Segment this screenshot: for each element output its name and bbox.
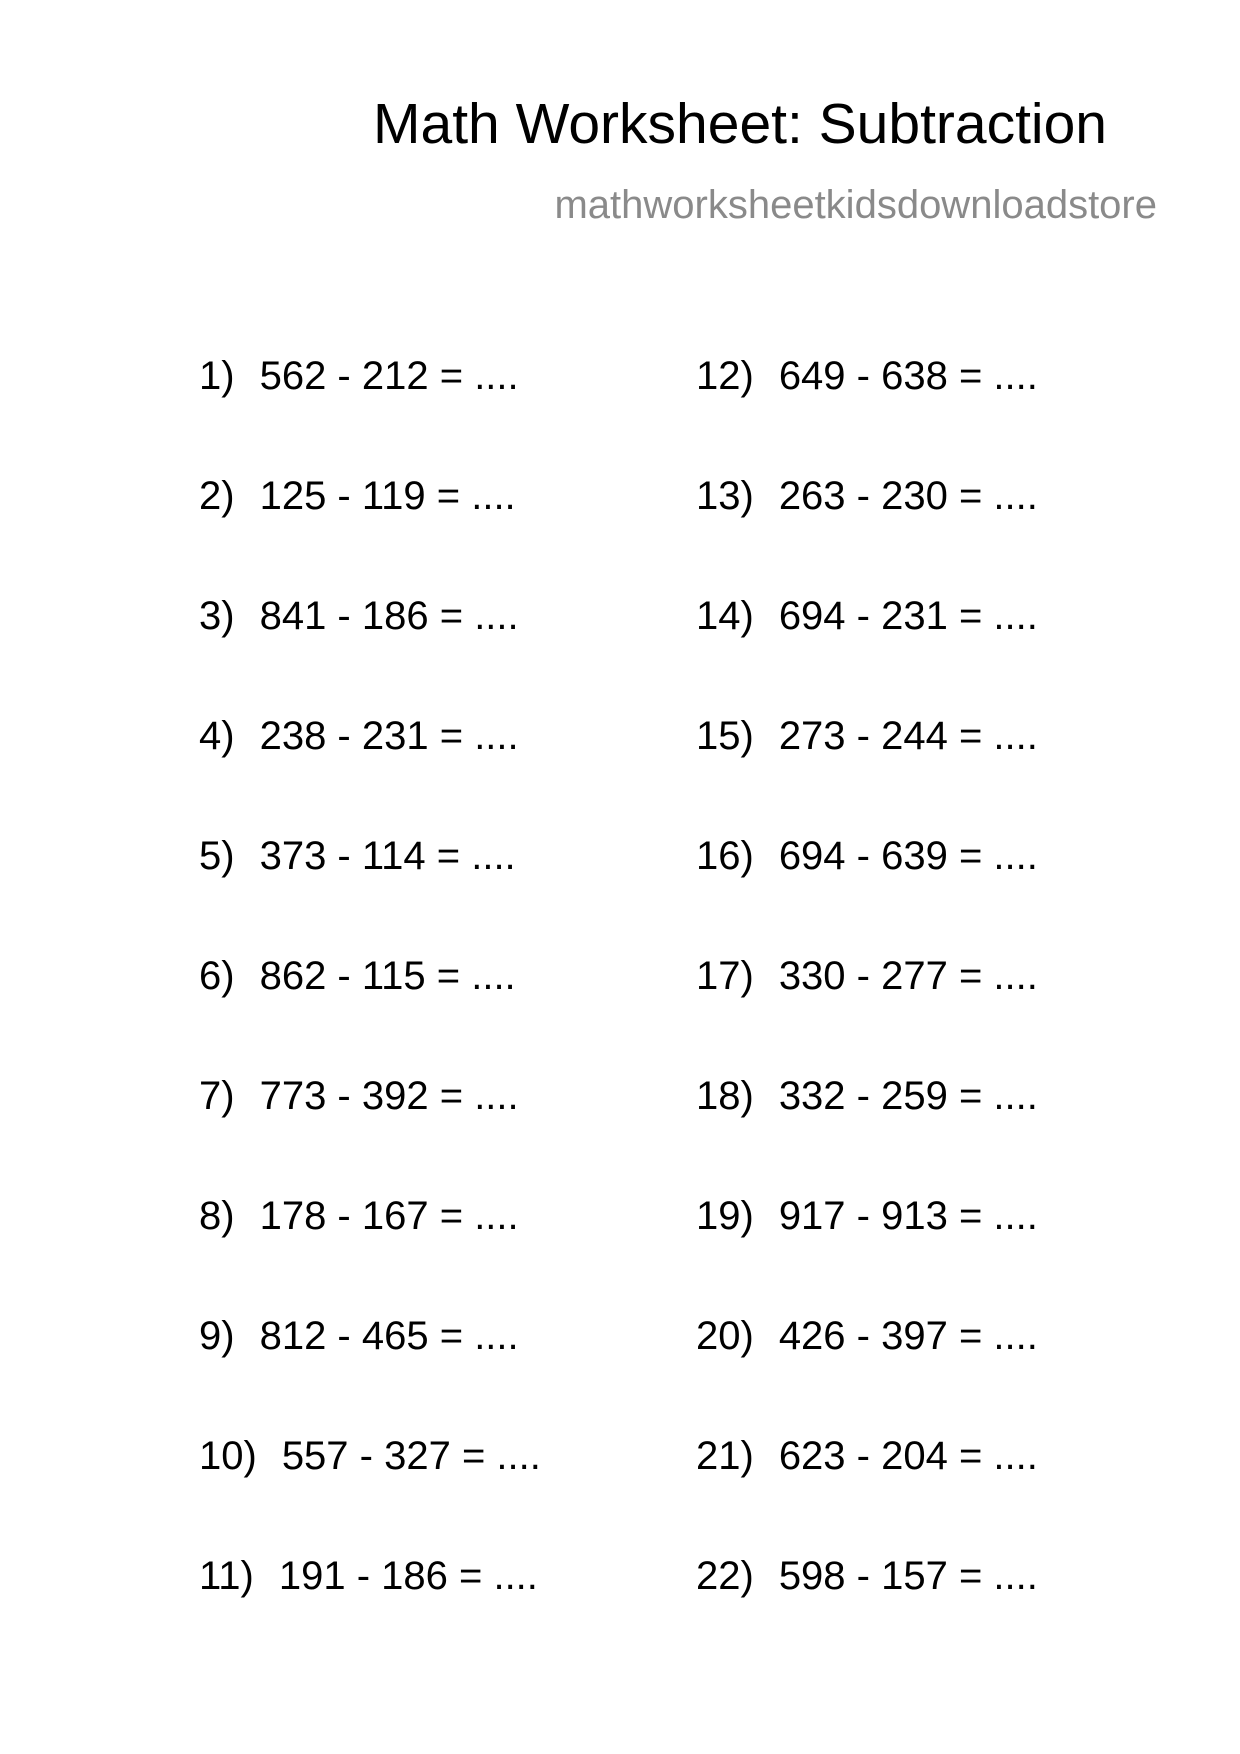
problem-number: 14) bbox=[696, 594, 754, 638]
problem-number: 10) bbox=[199, 1434, 257, 1478]
problem-expression: 623 - 204 = .... bbox=[778, 1434, 1038, 1478]
problem-expression: 373 - 114 = .... bbox=[259, 834, 516, 878]
problem-expression: 694 - 639 = .... bbox=[778, 834, 1038, 878]
problem-expression: 917 - 913 = .... bbox=[778, 1194, 1038, 1238]
problem-item bbox=[696, 1432, 1038, 1552]
problem-expression: 598 - 157 = .... bbox=[778, 1554, 1038, 1598]
problem-item bbox=[696, 712, 1038, 832]
problem-expression: 562 - 212 = .... bbox=[259, 354, 519, 398]
problem-item bbox=[199, 712, 541, 832]
problem-number: 12) bbox=[696, 354, 754, 398]
problem-number: 7) bbox=[199, 1074, 235, 1118]
problem-number: 17) bbox=[696, 954, 754, 998]
problem-number: 8) bbox=[199, 1194, 235, 1238]
problem-item bbox=[199, 1312, 541, 1432]
problem-item bbox=[696, 472, 1038, 592]
problem-expression: 238 - 231 = .... bbox=[259, 714, 519, 758]
problem-item bbox=[696, 832, 1038, 952]
problem-expression: 694 - 231 = .... bbox=[778, 594, 1038, 638]
problem-expression: 191 - 186 = .... bbox=[278, 1554, 538, 1598]
problem-number: 11) bbox=[199, 1554, 254, 1598]
problem-item bbox=[199, 952, 541, 1072]
problem-number: 20) bbox=[696, 1314, 754, 1358]
problem-expression: 178 - 167 = .... bbox=[259, 1194, 519, 1238]
problem-number: 3) bbox=[199, 594, 235, 638]
problem-number: 21) bbox=[696, 1434, 754, 1478]
worksheet-source: mathworksheetkidsdownloadstore bbox=[554, 183, 1157, 227]
problem-number: 6) bbox=[199, 954, 235, 998]
problem-expression: 330 - 277 = .... bbox=[778, 954, 1038, 998]
problem-number: 16) bbox=[696, 834, 754, 878]
problem-number: 13) bbox=[696, 474, 754, 518]
problem-number: 22) bbox=[696, 1554, 754, 1598]
problem-item bbox=[696, 952, 1038, 1072]
problem-number: 15) bbox=[696, 714, 754, 758]
problem-expression: 125 - 119 = .... bbox=[259, 474, 516, 518]
problem-expression: 557 - 327 = .... bbox=[281, 1434, 541, 1478]
problem-number: 18) bbox=[696, 1074, 754, 1118]
problem-item bbox=[199, 1192, 541, 1312]
problem-expression: 841 - 186 = .... bbox=[259, 594, 519, 638]
problem-expression: 273 - 244 = .... bbox=[778, 714, 1038, 758]
problem-item bbox=[199, 1552, 541, 1672]
problem-expression: 649 - 638 = .... bbox=[778, 354, 1038, 398]
problem-item bbox=[696, 352, 1038, 472]
problem-column-left bbox=[199, 352, 541, 1672]
problem-number: 19) bbox=[696, 1194, 754, 1238]
problem-column-right bbox=[696, 352, 1038, 1672]
problem-number: 5) bbox=[199, 834, 235, 878]
problem-number: 1) bbox=[199, 354, 235, 398]
worksheet-title: Math Worksheet: Subtraction bbox=[373, 92, 1107, 156]
problem-expression: 812 - 465 = .... bbox=[259, 1314, 519, 1358]
problem-expression: 426 - 397 = .... bbox=[778, 1314, 1038, 1358]
problem-item bbox=[696, 1552, 1038, 1672]
problem-item bbox=[199, 592, 541, 712]
problem-expression: 332 - 259 = .... bbox=[778, 1074, 1038, 1118]
problem-item bbox=[199, 832, 541, 952]
problem-number: 4) bbox=[199, 714, 235, 758]
problem-item bbox=[696, 1192, 1038, 1312]
problem-item bbox=[199, 1072, 541, 1192]
problem-item bbox=[199, 352, 541, 472]
problem-item bbox=[696, 592, 1038, 712]
problem-item bbox=[199, 1432, 541, 1552]
problem-item bbox=[696, 1312, 1038, 1432]
problem-item bbox=[199, 472, 541, 592]
problem-expression: 263 - 230 = .... bbox=[778, 474, 1038, 518]
problem-number: 2) bbox=[199, 474, 235, 518]
problem-expression: 862 - 115 = .... bbox=[259, 954, 516, 998]
problem-item bbox=[696, 1072, 1038, 1192]
problem-expression: 773 - 392 = .... bbox=[259, 1074, 519, 1118]
problem-number: 9) bbox=[199, 1314, 235, 1358]
